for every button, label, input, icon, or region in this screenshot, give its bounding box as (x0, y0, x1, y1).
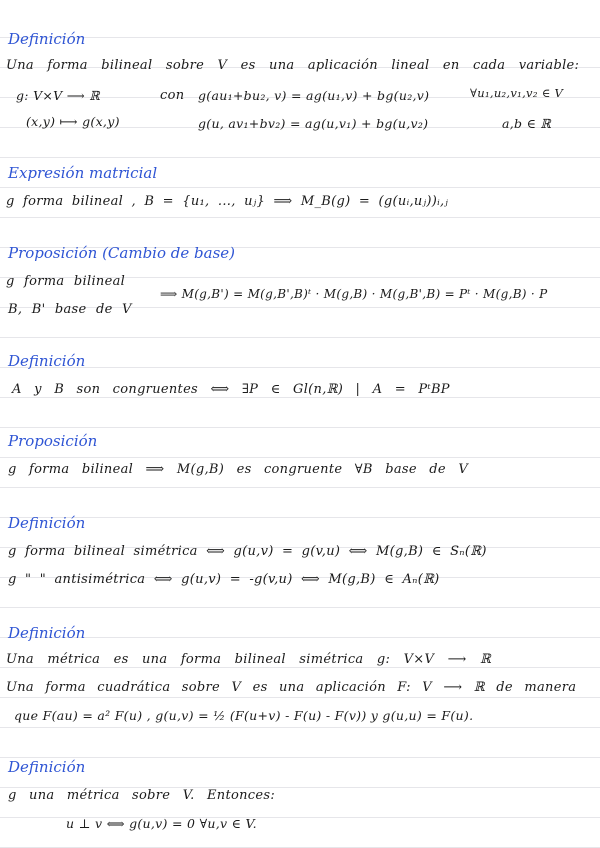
formula-line: ⟹ M(g,B') = M(g,B',B)ᵗ · M(g,B) · M(g,B',B) = Pᵗ · M(g,B) · P (160, 287, 548, 301)
section-heading: Definición (8, 30, 86, 48)
formula-line: g(u, av₁+bv₂) = ag(u,v₁) + bg(u,v₂) (198, 116, 429, 131)
section-heading: Definición (8, 758, 86, 776)
formula-line: (x,y) ⟼ g(x,y) (26, 114, 120, 129)
text-line: con (160, 88, 185, 103)
text-line: Una forma bilineal sobre V es una aplicación lineal en cada variable: (6, 58, 580, 73)
formula-line: g: V×V ⟶ ℝ (16, 88, 100, 103)
text-line: Una forma cuadrática sobre V es una aplicación F: V ⟶ ℝ de manera (6, 680, 577, 695)
section-heading: Definición (8, 624, 86, 642)
formula-line: a,b ∈ ℝ (502, 116, 552, 131)
text-line: Una métrica es una forma bilineal simétrica g: V×V ⟶ ℝ (6, 652, 492, 667)
section-heading: Definición (8, 514, 86, 532)
formula-line: g forma bilineal , B = {u₁, ..., uⱼ} ⟹ M_B(g) = (g(uᵢ,uⱼ))ᵢ,ⱼ (6, 194, 449, 209)
formula-line: g " " antisimétrica ⟺ g(u,v) = -g(v,u) ⟺ M(g,B) ∈ Aₙ(ℝ) (8, 572, 440, 587)
section-heading: Proposición (Cambio de base) (8, 244, 235, 262)
text-line: g una métrica sobre V. Entonces: (8, 788, 276, 803)
formula-line: u ⊥ v ⟺ g(u,v) = 0 ∀u,v ∈ V. (66, 816, 257, 831)
formula-line: g forma bilineal ⟹ M(g,B) es congruente ∀B base de V (8, 462, 469, 477)
formula-line: g forma bilineal simétrica ⟺ g(u,v) = g(v,u) ⟺ M(g,B) ∈ Sₙ(ℝ) (8, 544, 487, 559)
formula-line: que F(au) = a² F(u) , g(u,v) = ½ (F(u+v) - F(u) - F(v)) y g(u,u) = F(u). (14, 708, 474, 723)
text-line: B, B' base de V (8, 302, 132, 317)
formula-line: A y B son congruentes ⟺ ∃P ∈ Gl(n,ℝ) | A = PᵗBP (12, 382, 450, 397)
section-heading: Definición (8, 352, 86, 370)
section-heading: Expresión matricial (8, 164, 158, 182)
text-line: g forma bilineal (6, 274, 126, 289)
formula-line: ∀u₁,u₂,v₁,v₂ ∈ V (470, 86, 564, 100)
formula-line: g(au₁+bu₂, v) = ag(u₁,v) + bg(u₂,v) (198, 88, 430, 103)
section-heading: Proposición (8, 432, 98, 450)
